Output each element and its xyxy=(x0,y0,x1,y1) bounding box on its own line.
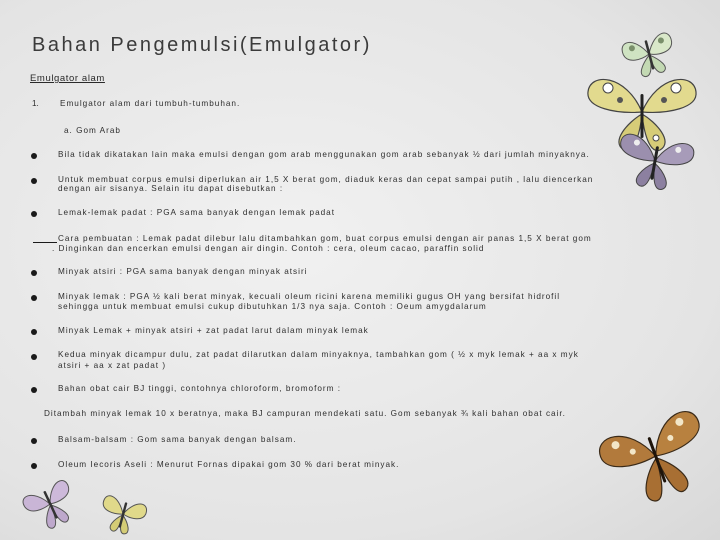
bullet-icon xyxy=(31,329,37,335)
bullet-icon xyxy=(31,295,37,301)
divider xyxy=(33,242,57,243)
list-item: Bila tidak dikatakan lain maka emulsi dengan gom arab menggunakan gom arab sebanyak ½ dari jumlah minyaknya. xyxy=(58,150,590,159)
list-item-cont: sehingga untuk membuat emulsi cukup dibutuhkan 1/3 nya saja. Contoh : Oeum amygdalarum xyxy=(58,302,487,311)
list-item: Bahan obat cair BJ tinggi, contohnya chloroform, bromoform : xyxy=(58,384,341,393)
list-item: Minyak atsiri : PGA sama banyak dengan minyak atsiri xyxy=(58,267,308,276)
butterfly-icon xyxy=(612,128,698,194)
subheading: Emulgator alam xyxy=(30,73,105,84)
list-item-cont: dengan air sisanya. Selain itu dapat disebutkan : xyxy=(58,184,284,193)
item-text: Emulgator alam dari tumbuh-tumbuhan. xyxy=(60,99,241,108)
list-item: Oleum Iecoris Aseli : Menurut Fornas dipakai gom 30 % dari berat minyak. xyxy=(58,460,400,469)
item-number: 1. xyxy=(32,99,39,108)
list-item: Untuk membuat corpus emulsi diperlukan air 1,5 X berat gom, diaduk keras dan cepat sampai putih , lalu diencerkan xyxy=(58,175,594,184)
list-item: Lemak-lemak padat : PGA sama banyak dengan lemak padat xyxy=(58,208,336,217)
bullet-icon xyxy=(31,178,37,184)
bullet-icon xyxy=(31,153,37,159)
slide-title: Bahan Pengemulsi(Emulgator) xyxy=(32,34,372,56)
butterfly-icon xyxy=(96,490,150,538)
bullet-icon xyxy=(31,211,37,217)
cara-line-cont: . Dinginkan dan encerkan emulsi dengan air dingin. Contoh : cera, oleum cacao, paraffin solid xyxy=(52,244,485,253)
list-item: Kedua minyak dicampur dulu, zat padat dilarutkan dalam minyaknya, tambahkan gom ( ½ x myk lemak + aa x myk xyxy=(58,350,579,359)
note: Ditambah minyak lemak 10 x beratnya, maka BJ campuran mendekati satu. Gom sebanyak ¾ kali bahan obat cair. xyxy=(44,409,566,418)
bullet-icon xyxy=(31,354,37,360)
cara-line: Cara pembuatan : Lemak padat dilebur lalu ditambahkan gom, buat corpus emulsi dengan air panas 1,5 X berat gom xyxy=(58,234,592,243)
bullet-icon xyxy=(31,438,37,444)
list-item-cont: atsiri + aa x zat padat ) xyxy=(58,361,167,370)
sub-item-a: a. Gom Arab xyxy=(64,126,121,135)
bullet-icon xyxy=(31,387,37,393)
butterfly-icon xyxy=(20,474,80,534)
bullet-icon xyxy=(31,463,37,469)
bullet-icon xyxy=(31,270,37,276)
list-item: Balsam-balsam : Gom sama banyak dengan balsam. xyxy=(58,435,297,444)
butterfly-icon xyxy=(598,408,714,506)
list-item: Minyak Lemak + minyak atsiri + zat padat larut dalam minyak lemak xyxy=(58,326,369,335)
list-item: Minyak lemak : PGA ½ kali berat minyak, kecuali oleum ricini karena memiliki gugus OH yang bersifat hidrofil xyxy=(58,292,561,301)
